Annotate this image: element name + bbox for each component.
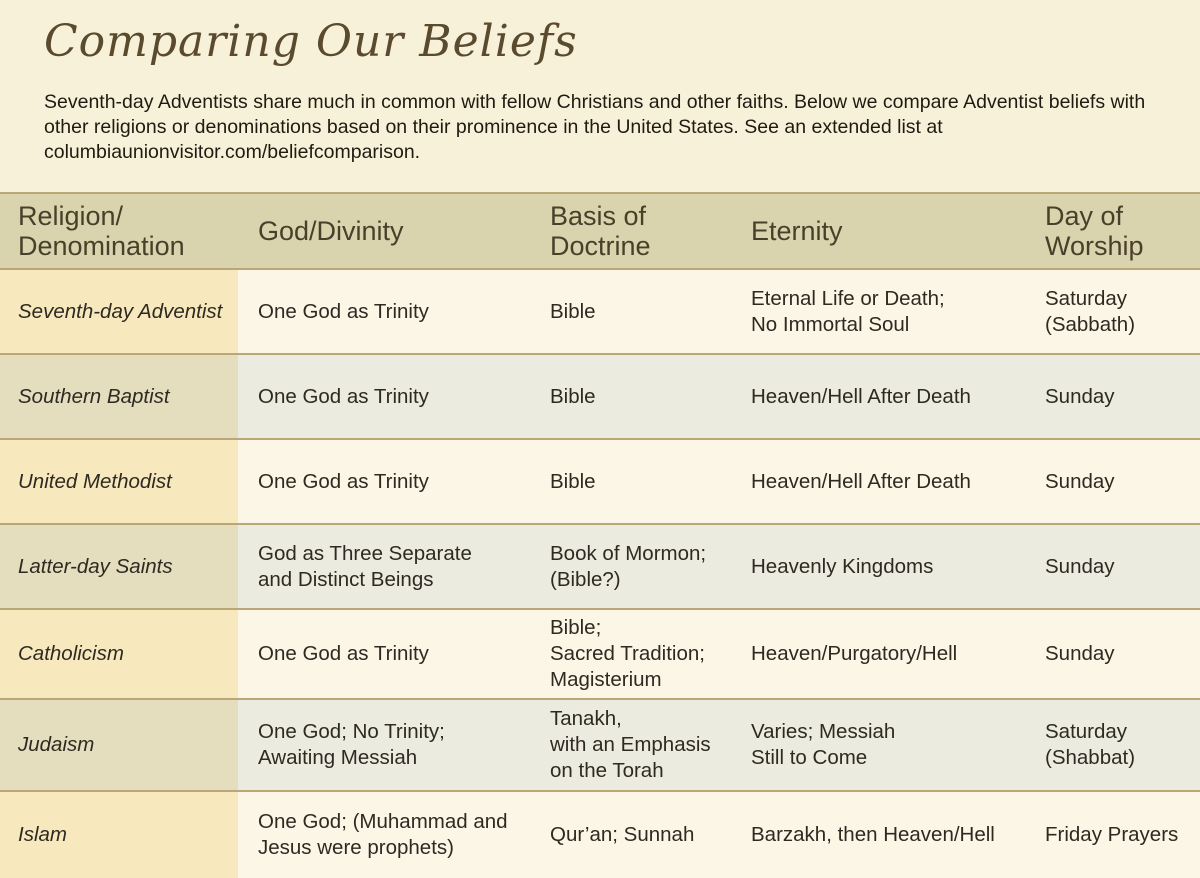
cell-basis: Qur’an; Sunnah xyxy=(530,792,731,878)
cell-religion: Latter-day Saints xyxy=(0,525,238,608)
cell-god: One God; (Muhammad and Jesus were prophets) xyxy=(238,792,530,878)
cell-god: One God as Trinity xyxy=(238,355,530,438)
header-god: God/Divinity xyxy=(258,216,404,246)
cell-day: Saturday (Sabbath) xyxy=(1025,270,1200,353)
table-row xyxy=(0,440,1200,525)
cell-basis: Bible xyxy=(530,440,731,523)
cell-basis: Tanakh, with an Emphasis on the Torah xyxy=(530,700,731,790)
cell-basis: Bible xyxy=(530,270,731,353)
cell-god: One God as Trinity xyxy=(238,440,530,523)
cell-day: Friday Prayers xyxy=(1025,792,1200,878)
table-header-row xyxy=(0,194,1200,270)
cell-eternity: Varies; Messiah Still to Come xyxy=(731,700,1025,790)
cell-eternity: Eternal Life or Death; No Immortal Soul xyxy=(731,270,1025,353)
beliefs-table xyxy=(0,192,1200,878)
cell-eternity: Heaven/Hell After Death xyxy=(731,440,1025,523)
cell-day: Sunday xyxy=(1025,525,1200,608)
table-row xyxy=(0,270,1200,355)
cell-religion: Islam xyxy=(0,792,238,878)
cell-religion: Catholicism xyxy=(0,610,238,698)
cell-god: One God as Trinity xyxy=(238,270,530,353)
cell-eternity: Heaven/Hell After Death xyxy=(731,355,1025,438)
cell-day: Sunday xyxy=(1025,610,1200,698)
header-basis: Basis of Doctrine xyxy=(550,201,651,261)
cell-eternity: Barzakh, then Heaven/Hell xyxy=(731,792,1025,878)
cell-basis: Bible; Sacred Tradition; Magisterium xyxy=(530,610,731,698)
cell-religion: United Methodist xyxy=(0,440,238,523)
table-row xyxy=(0,610,1200,700)
header-day: Day of Worship xyxy=(1045,201,1144,261)
cell-religion: Seventh-day Adventist xyxy=(0,270,238,353)
header-eternity: Eternity xyxy=(751,216,843,246)
table-row xyxy=(0,355,1200,440)
cell-religion: Judaism xyxy=(0,700,238,790)
header-religion: Religion/ Denomination xyxy=(18,201,185,261)
table-row xyxy=(0,700,1200,792)
table-row xyxy=(0,792,1200,878)
cell-day: Sunday xyxy=(1025,355,1200,438)
cell-day: Sunday xyxy=(1025,440,1200,523)
page-title: Comparing Our Beliefs xyxy=(44,16,578,67)
cell-god: One God; No Trinity; Awaiting Messiah xyxy=(238,700,530,790)
cell-eternity: Heavenly Kingdoms xyxy=(731,525,1025,608)
cell-basis: Bible xyxy=(530,355,731,438)
cell-religion: Southern Baptist xyxy=(0,355,238,438)
table-row xyxy=(0,525,1200,610)
intro-text: Seventh-day Adventists share much in common with fellow Christians and other faiths. Below we compare Adventist beliefs with other religions or denominations based on their prominence in the United States. See an extended list at columbiaunionvisitor.com/beliefcomparison. xyxy=(44,91,1146,163)
cell-god: One God as Trinity xyxy=(238,610,530,698)
cell-day: Saturday (Shabbat) xyxy=(1025,700,1200,790)
cell-eternity: Heaven/Purgatory/Hell xyxy=(731,610,1025,698)
cell-god: God as Three Separate and Distinct Beings xyxy=(238,525,530,608)
cell-basis: Book of Mormon; (Bible?) xyxy=(530,525,731,608)
